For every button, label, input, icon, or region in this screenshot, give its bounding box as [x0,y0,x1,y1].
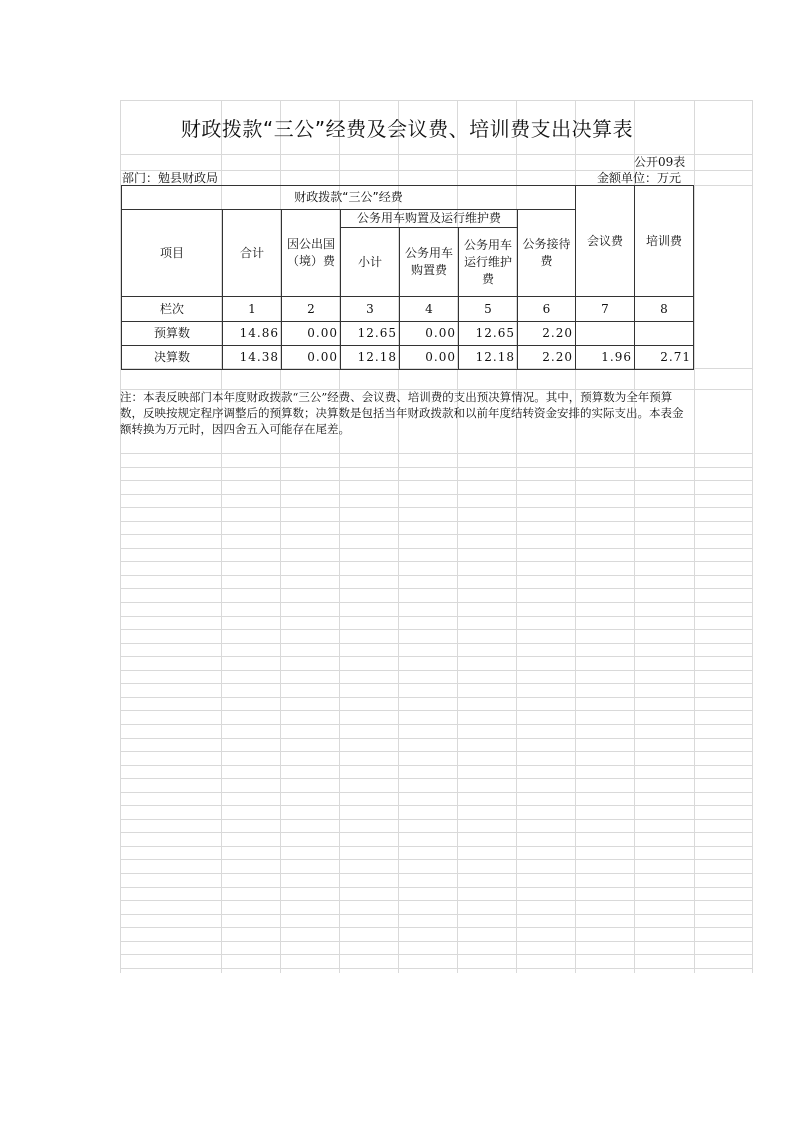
grid-row-line [120,588,752,589]
table-cell [635,322,694,346]
grid-row-line [120,724,752,725]
grid-row-line [120,765,752,766]
grid-row-line [120,575,752,576]
grid-row-line [120,751,752,752]
grid-column-line [694,100,695,973]
header-abroad: 因公出国（境）费 [282,210,341,297]
header-subtotal: 小计 [341,228,400,297]
grid-row-line [120,670,752,671]
grid-row-line [120,683,752,684]
row-label: 预算数 [122,322,223,346]
grid-row-line [120,697,752,698]
table-cell: 2.71 [635,346,694,370]
table-cell: 3 [341,297,400,322]
grid-row-line [120,941,752,942]
table-cell: 12.65 [459,322,518,346]
table-cell [576,322,635,346]
table-cell: 14.86 [223,322,282,346]
grid-row-line [120,656,752,657]
header-vehicle-purchase: 公务用车购置费 [400,228,459,297]
table-cell: 2.20 [518,322,576,346]
grid-row-line [120,927,752,928]
table-cell: 7 [576,297,635,322]
grid-row-line [120,602,752,603]
header-training: 培训费 [635,186,694,297]
department-label: 部门：勉县财政局 [122,171,219,185]
grid-row-line [120,548,752,549]
grid-row-line [120,900,752,901]
table-cell: 4 [400,297,459,322]
table-cell: 8 [635,297,694,322]
expenditure-table-body [121,185,694,370]
grid-row-line [120,453,752,454]
grid-row-line [120,534,752,535]
table-cell: 0.00 [400,322,459,346]
grid-row-line [120,629,752,630]
grid-row-line [120,616,752,617]
table-cell: 1.96 [576,346,635,370]
grid-row-line [120,643,752,644]
table-cell: 5 [459,297,518,322]
header-item: 项目 [122,210,223,297]
table-cell: 1 [223,297,282,322]
row-label: 决算数 [122,346,223,370]
grid-row-line [120,561,752,562]
grid-row-line [120,819,752,820]
grid-row-line [120,792,752,793]
grid-column-line [752,100,753,973]
table-cell: 12.65 [341,322,400,346]
table-cell: 0.00 [282,346,341,370]
grid-row-line [120,778,752,779]
page-title: 财政拨款“三公”经费及会议费、培训费支出决算表 [180,116,634,141]
grid-row-line [120,738,752,739]
grid-row-line [120,914,752,915]
table-cell: 6 [518,297,576,322]
table-cell: 2 [282,297,341,322]
table-row-index [122,297,694,322]
grid-row-line [120,859,752,860]
header-vehicle-group: 公务用车购置及运行维护费 [341,210,518,228]
unit-label: 金额单位：万元 [597,171,682,185]
table-row-budget [122,322,694,346]
grid-row-line [120,832,752,833]
table-cell: 0.00 [400,346,459,370]
grid-row-line [120,846,752,847]
form-code: 公开09表 [634,155,686,169]
header-vehicle-maintain: 公务用车运行维护费 [459,228,518,297]
footnote: 注：本表反映部门本年度财政拨款“三公”经费、会议费、培训费的支出预决算情况。其中，预算数为全年预算数，反映按规定程序调整后的预算数；决算数是包括当年财政拨款和以前年度结转资金安排的实际支出。本表金额转换为万元时，因四舍五入可能存在尾差。 [120,390,684,436]
grid-row-line [120,521,752,522]
grid-row-line [120,480,752,481]
table-cell: 12.18 [341,346,400,370]
grid-row-line [120,467,752,468]
grid-row-line [120,507,752,508]
table-cell: 0.00 [282,322,341,346]
table-cell: 2.20 [518,346,576,370]
grid-row-line [120,954,752,955]
row-label: 栏次 [122,297,223,322]
grid-row-line [120,887,752,888]
grid-row-line [120,968,752,969]
header-total: 合计 [223,210,282,297]
grid-row-line [120,805,752,806]
table-cell: 12.18 [459,346,518,370]
grid-row-line [120,873,752,874]
grid-row-line [120,494,752,495]
header-sangong-group: 财政拨款“三公”经费 [122,186,576,210]
table-cell: 14.38 [223,346,282,370]
table-row-final [122,346,694,370]
header-reception: 公务接待费 [518,210,576,297]
header-meeting: 会议费 [576,186,635,297]
grid-row-line [120,710,752,711]
